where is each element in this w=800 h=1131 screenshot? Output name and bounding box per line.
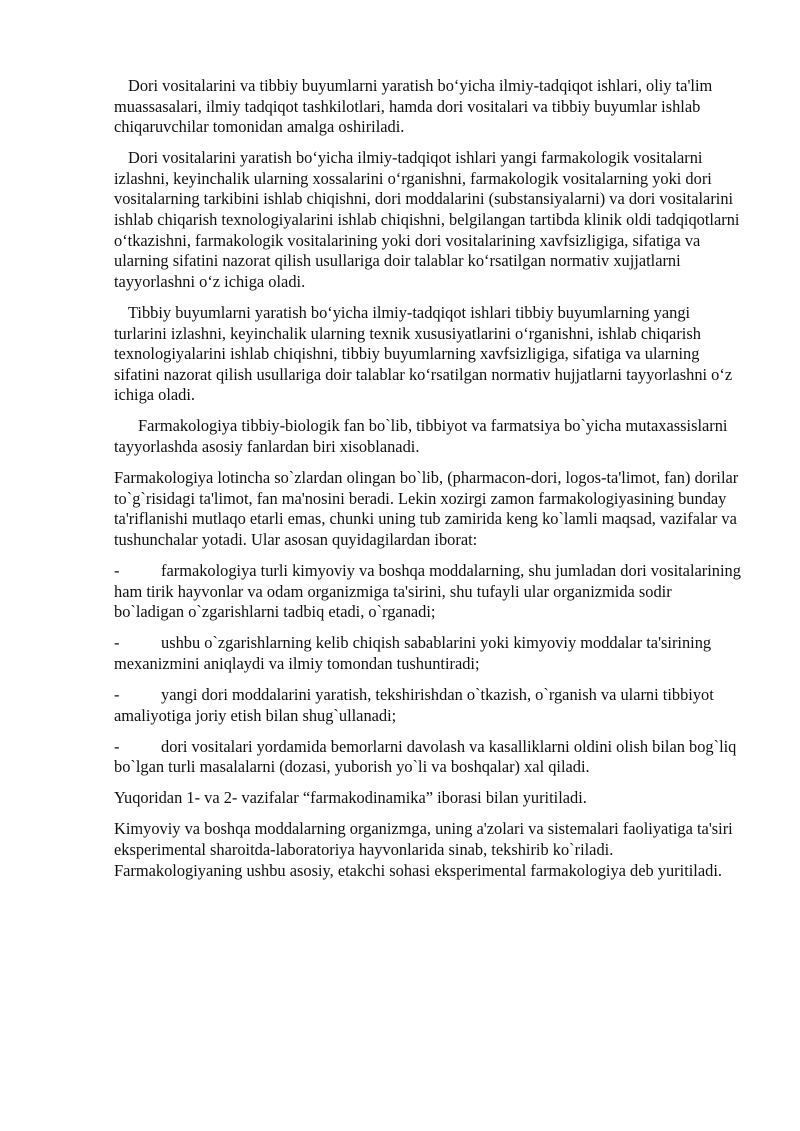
list-marker: -	[114, 633, 120, 653]
list-marker: -	[114, 736, 120, 756]
list-marker: -	[114, 684, 120, 704]
paragraph-medical-device-research: Tibbiy buyumlarni yaratish bo‘yicha ilmiy-tadqiqot ishlari tibbiy buyumlarning yangi turlarini izlashni, keyinchalik ularning texnik xususiyatlarini o‘rganishni, ishlab chiqarish texnologiyalarini ishlab chiqishni, tibbiy buyumlarning xavfsizligiga, sifatiga va ularning sifatini nazorat qilish usullariga doir talablar ko‘rsatilgan normativ hujjatlarni tayyorlashni o‘z ichiga oladi.	[114, 302, 733, 405]
paragraph-pharmacology-definition: Farmakologiya tibbiy-biologik fan bo`lib, tibbiyot va farmatsiya bo`yicha mutaxassislarni tayyorlashda asosiy fanlardan biri xisoblanadi.	[114, 416, 728, 456]
list-marker: -	[114, 560, 120, 580]
paragraph-experimental-pharmacology: Kimyoviy va boshqa moddalarning organizmga, uning a'zolari va sistemalari faoliyatiga ta'siri eksperimental sharoitda-laboratoriya hayvonlarida sinab, tekshirib ko`riladi. Farmakologiyaning ushbu asosiy, etakchi sohasi eksperimental farmakologiya deb yuritiladi.	[114, 819, 733, 880]
paragraph-drug-research: Dori vositalarini yaratish bo‘yicha ilmiy-tadqiqot ishlari yangi farmakologik vositalarni izlashni, keyinchalik ularning xossalarini o‘rganishni, farmakologik vositalarning yoki dori vositalarning tarkibini ishlab chiqishni, dori moddalarini (substansiyalarni) va dori vositalarini ishlab chiqarish texnologiyalarini ishlab chiqishni, belgilangan tartibda klinik oldi tadqiqotlarni o‘tkazishni, farmakologik vositalarining yoki dori vositalarining xavfsizligiga, sifatiga va ularning sifatini nazorat qilish usullariga doir talablar ko‘rsatilgan normativ xujjatlarni tayyorlashni o‘z ichiga oladi.	[114, 148, 740, 291]
list-item	[114, 685, 742, 726]
list-item	[114, 633, 742, 674]
paragraph-pharmacodynamics: Yuqoridan 1- va 2- vazifalar “farmakodinamika” iborasi bilan yuritiladi.	[114, 788, 587, 808]
list-item	[114, 561, 742, 623]
paragraph-research-institutions: Dori vositalarini va tibbiy buyumlarni yaratish bo‘yicha ilmiy-tadqiqot ishlari, oliy ta'lim muassasalari, ilmiy tadqiqot tashkilotlari, hamda dori vositalari va tibbiy buyumlar ishlab chiqaruvchilar tomonidan amalga oshiriladi.	[114, 76, 713, 137]
list-item-text: farmakologiya turli kimyoviy va boshqa moddalarning, shu jumladan dori vositalarining ham tirik hayvonlar va odam organizmiga ta'sirini, shu tufayli ular organizmida sodir bo`ladigan o`zgarishlarni tadbiq etadi, o`rganadi;	[114, 560, 741, 622]
document-page	[114, 76, 742, 892]
paragraph-pharmacology-etymology: Farmakologiya lotincha so`zlardan olingan bo`lib, (pharmacon-dori, logos-ta'limot, fan) dorilar to`g`risidagi ta'limot, fan ma'nosini beradi. Lekin xozirgi zamon farmakologiyasining bunday ta'riflanishi mutlaqo etarli emas, chunki uning tub zamirida keng ko`lamli maqsad, vazifalar va tushunchalar yotadi. Ular asosan quyidagilardan iborat:	[114, 468, 739, 549]
list-item	[114, 737, 742, 778]
list-item-text: dori vositalari yordamida bemorlarni davolash va kasalliklarni oldini olish bilan bog`liq bo`lgan turli masalalarni (dozasi, yuborish yo`li va boshqalar) xal qiladi.	[114, 736, 737, 777]
list-item-text: ushbu o`zgarishlarning kelib chiqish sabablarini yoki kimyoviy moddalar ta'sirining mexanizmini aniqlaydi va ilmiy tomondan tushuntiradi;	[114, 633, 712, 673]
list-item-text: yangi dori moddalarini yaratish, tekshirishdan o`tkazish, o`rganish va ularni tibbiyot amaliyotiga joriy etish bilan shug`ullanadi;	[114, 684, 714, 725]
